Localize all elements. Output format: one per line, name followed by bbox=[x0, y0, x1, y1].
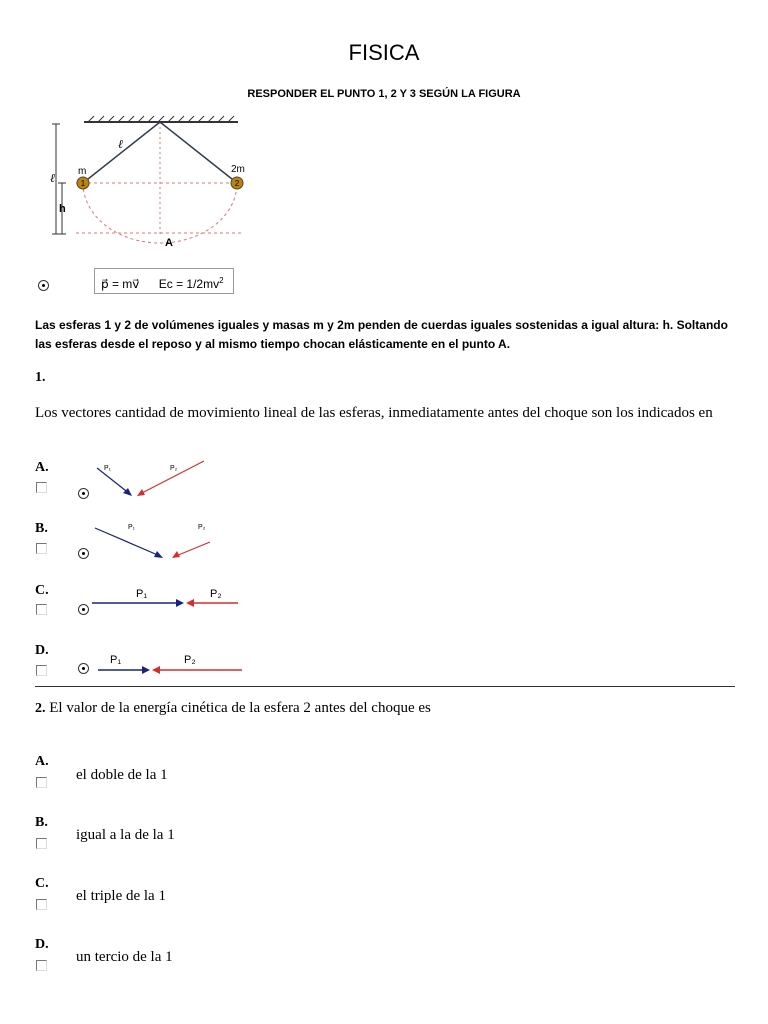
q1-option-d-checkbox[interactable] bbox=[36, 665, 47, 676]
label-h: h bbox=[59, 203, 66, 215]
q2-option-d-checkbox[interactable] bbox=[36, 960, 47, 971]
q2-text: El valor de la energía cinética de la esfera 2 antes del choque es bbox=[49, 700, 431, 716]
page-subtitle: RESPONDER EL PUNTO 1, 2 Y 3 SEGÚN LA FIGURA bbox=[247, 88, 521, 100]
q1-option-c-letter: C. bbox=[35, 583, 49, 598]
formula-sup: 2 bbox=[219, 276, 224, 285]
q1-option-c-radio[interactable] bbox=[78, 604, 89, 615]
q2-option-b-text: igual a la de la 1 bbox=[76, 827, 175, 843]
label-l: ℓ bbox=[118, 137, 123, 151]
ball-1-label: 1 bbox=[80, 179, 86, 188]
q1-text: Los vectores cantidad de movimiento lineal de las esferas, inmediatamente antes del choque son los indicados en bbox=[35, 405, 713, 421]
svg-text:P₁: P₁ bbox=[128, 524, 136, 531]
formula-p: p⃗ = mv⃗ bbox=[101, 277, 140, 291]
ball-2-label: 2 bbox=[234, 179, 240, 188]
svg-text:P₂: P₂ bbox=[210, 588, 222, 600]
q1-option-d-vectors bbox=[96, 651, 246, 679]
label-A: A bbox=[165, 237, 173, 249]
pendulum-figure bbox=[48, 112, 248, 252]
q1-number: 1. bbox=[35, 370, 46, 385]
svg-text:P₁: P₁ bbox=[136, 588, 148, 600]
q1-option-b-radio[interactable] bbox=[78, 548, 89, 559]
formula-ec: Ec = 1/2mv bbox=[158, 277, 220, 291]
q2-option-b-checkbox[interactable] bbox=[36, 838, 47, 849]
q2-option-c-text: el triple de la 1 bbox=[76, 888, 166, 904]
q2-option-d-letter: D. bbox=[35, 937, 49, 952]
string-2 bbox=[160, 122, 237, 183]
q2-option-b-letter: B. bbox=[35, 815, 48, 830]
q1-option-c-checkbox[interactable] bbox=[36, 604, 47, 615]
q1-option-b-checkbox[interactable] bbox=[36, 543, 47, 554]
q1-option-b-vectors bbox=[92, 518, 217, 562]
string-1 bbox=[83, 122, 160, 183]
q1-option-c-vectors bbox=[90, 585, 242, 615]
intro-text: Las esferas 1 y 2 de volúmenes iguales y masas m y 2m penden de cuerdas iguales sostenidas a igual altura: h. Soltando las esferas desde el reposo y al mismo tiempo chocan elásticamente en el punto A. bbox=[35, 318, 728, 351]
q1-option-a-letter: A. bbox=[35, 460, 49, 475]
q1-option-d-letter: D. bbox=[35, 643, 49, 658]
section-divider bbox=[35, 686, 735, 687]
q2-option-c-letter: C. bbox=[35, 876, 49, 891]
label-2m: 2m bbox=[231, 164, 245, 175]
q2-option-c-checkbox[interactable] bbox=[36, 899, 47, 910]
q2-option-a-checkbox[interactable] bbox=[36, 777, 47, 788]
svg-text:P₂: P₂ bbox=[170, 465, 178, 472]
label-m: m bbox=[78, 166, 87, 177]
q1-option-a-checkbox[interactable] bbox=[36, 482, 47, 493]
svg-text:P₂: P₂ bbox=[184, 654, 196, 666]
formula-box bbox=[94, 268, 234, 294]
svg-text:P₁: P₁ bbox=[104, 465, 112, 472]
svg-text:P₁: P₁ bbox=[110, 654, 122, 666]
q1-option-d-radio[interactable] bbox=[78, 663, 89, 674]
q1-option-a-vectors bbox=[92, 458, 212, 502]
q2-number: 2. bbox=[35, 701, 46, 716]
q2-option-a-letter: A. bbox=[35, 754, 49, 769]
svg-text:P₂: P₂ bbox=[198, 524, 206, 531]
q1-option-a-radio[interactable] bbox=[78, 488, 89, 499]
q2-option-d-text: un tercio de la 1 bbox=[76, 949, 173, 965]
q2-question bbox=[35, 700, 431, 717]
page-title: FISICA bbox=[348, 40, 420, 65]
label-l-side: ℓ bbox=[50, 171, 55, 185]
q2-option-a-text: el doble de la 1 bbox=[76, 767, 168, 783]
q1-option-b-letter: B. bbox=[35, 521, 48, 536]
formula-radio[interactable] bbox=[38, 280, 49, 291]
